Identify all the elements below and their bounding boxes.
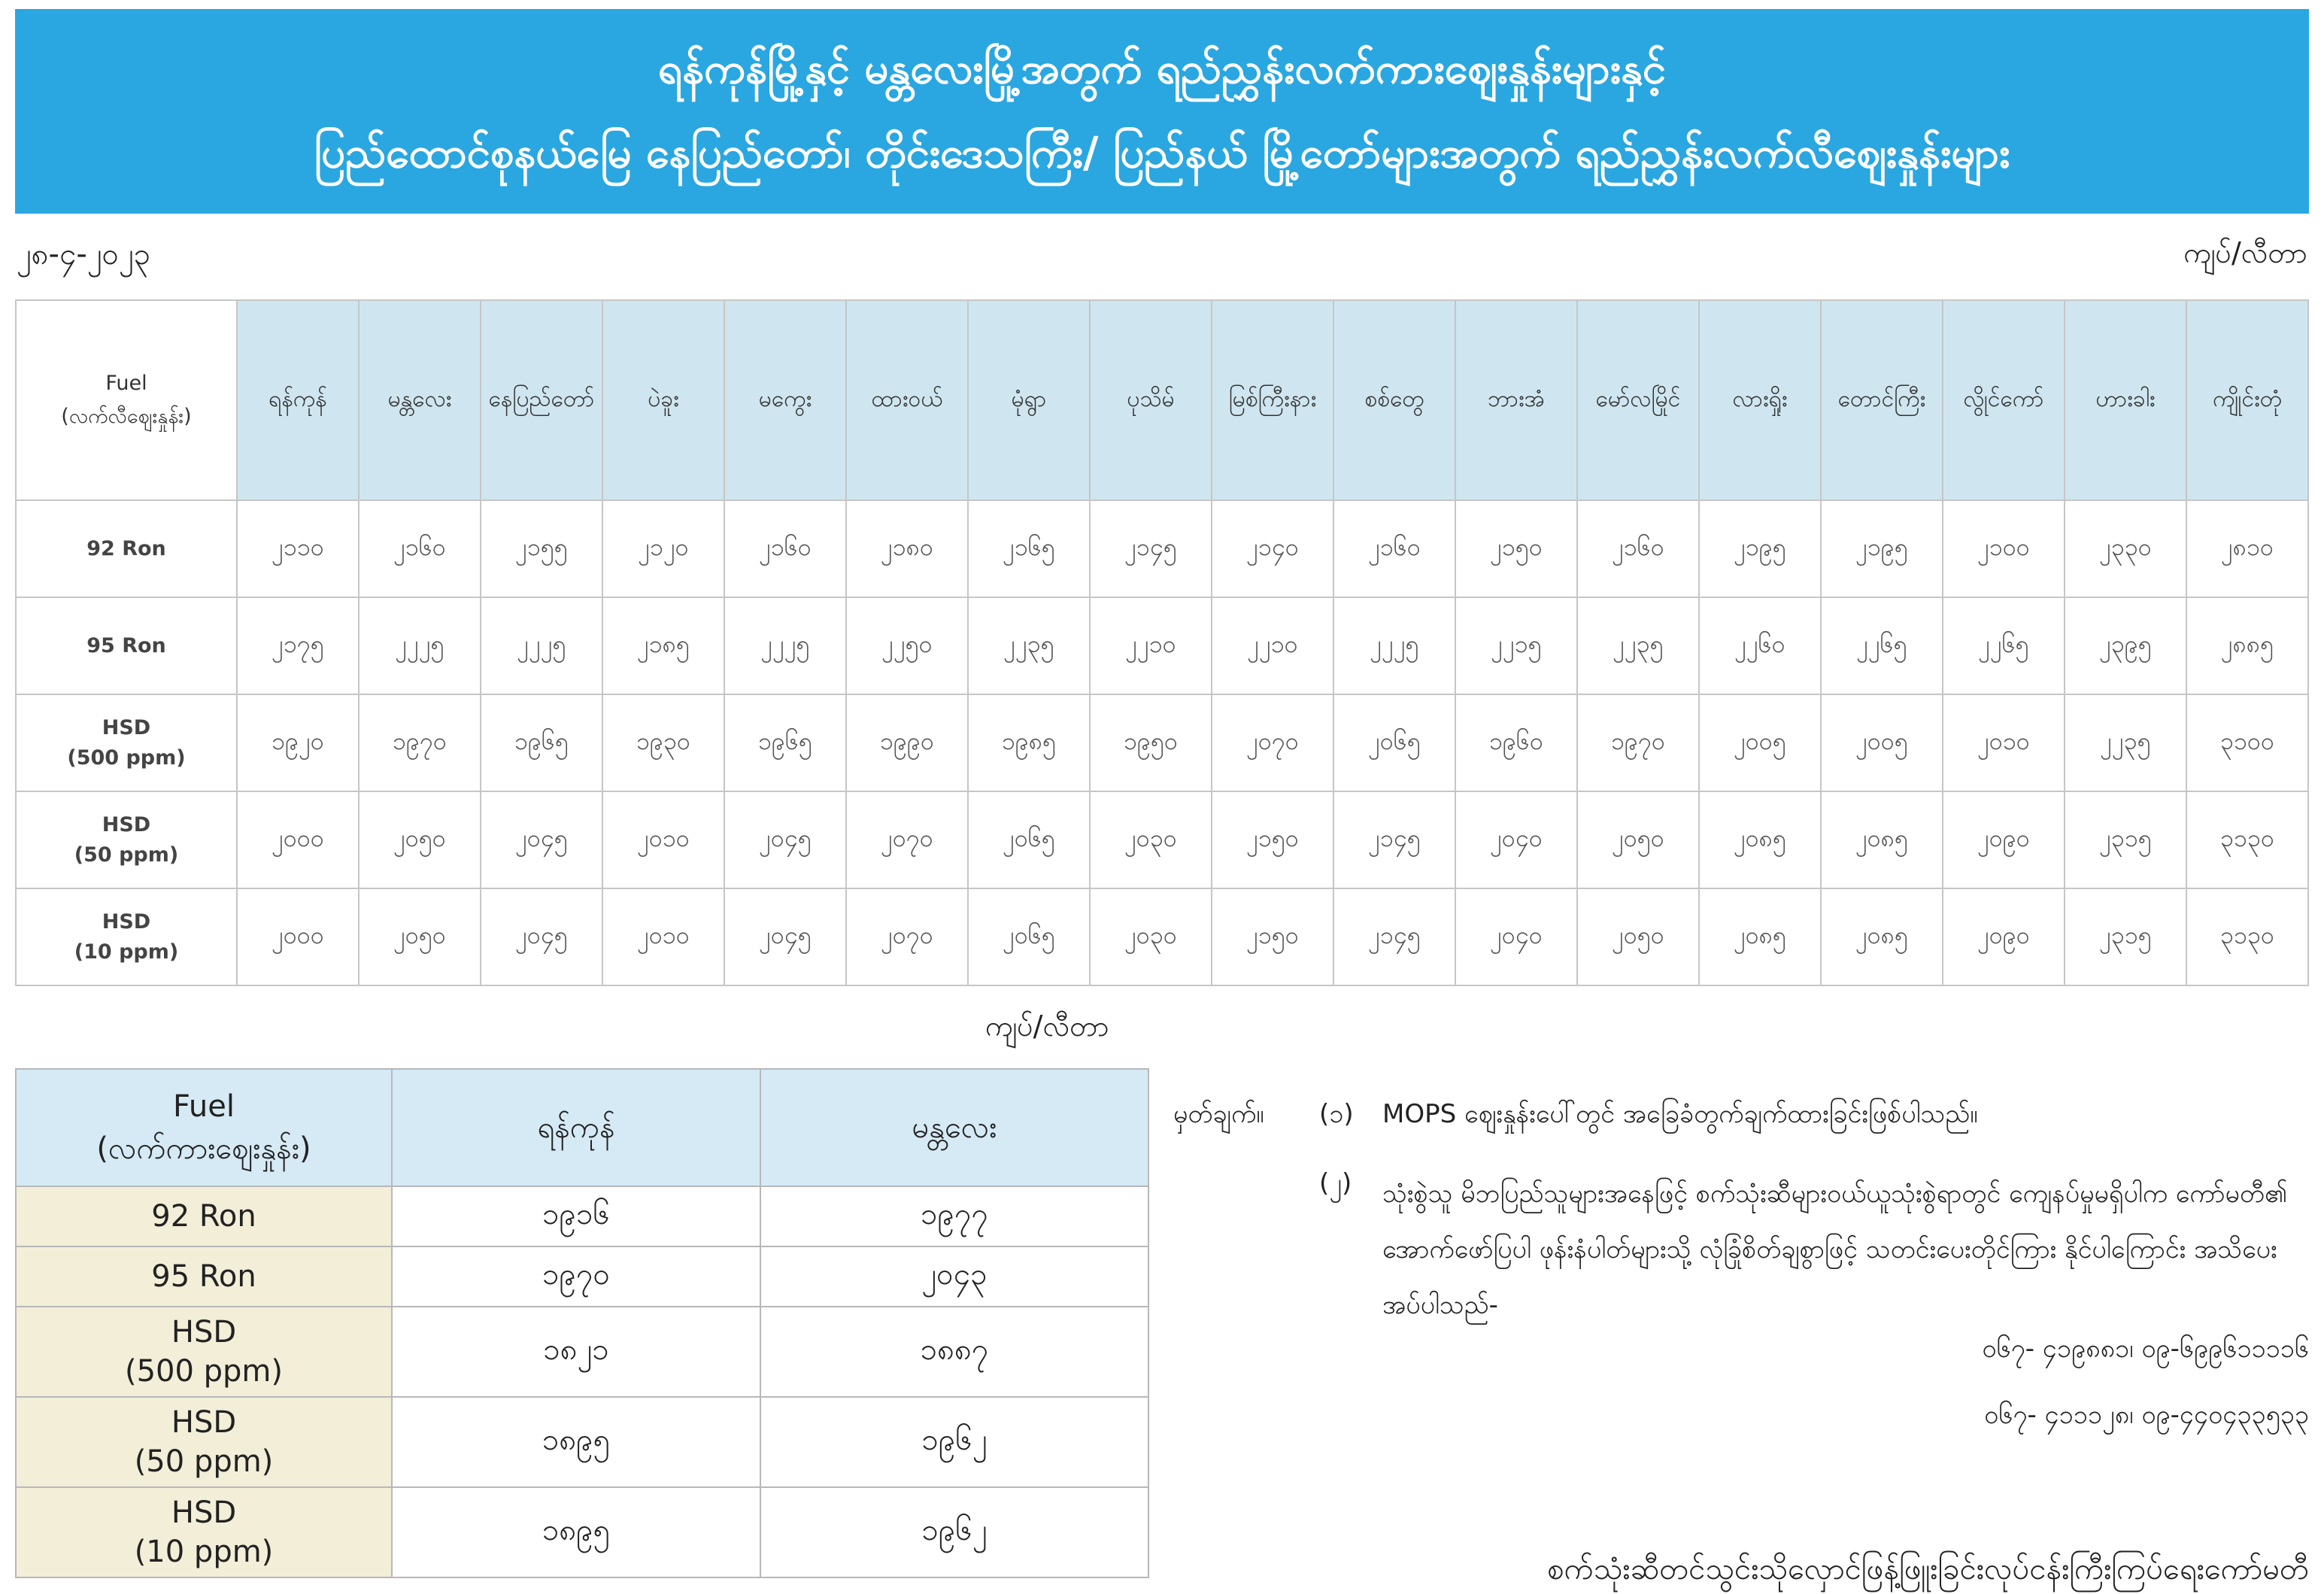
retail-price-cell: ၂၀၁၀ [1943, 694, 2065, 791]
retail-price-cell: ၂၂၁၅ [1455, 597, 1577, 694]
retail-price-cell: ၂၂၂၅ [1333, 597, 1455, 694]
retail-price-cell: ၂၁၆၀ [724, 500, 846, 597]
retail-price-cell: ၂၁၄၅ [1090, 500, 1212, 597]
retail-fuel-label-line1: HSD [102, 715, 151, 739]
retail-price-cell: ၂၁၁၀ [237, 500, 359, 597]
retail-price-cell: ၂၀၄၅ [481, 791, 602, 888]
retail-price-cell: ၂၀၄၀ [1455, 888, 1577, 985]
retail-fuel-label-line2: (50 ppm) [74, 843, 179, 867]
retail-price-cell: ၁၉၆၀ [1455, 694, 1577, 791]
wholesale-price-mandalay: ၂၀၄၃ [760, 1246, 1148, 1307]
retail-fuel-label [16, 597, 237, 694]
retail-price-cell: ၂၀၈၅ [1699, 791, 1821, 888]
retail-fuel-label-line2: (10 ppm) [74, 940, 179, 964]
title-line-1: ရန်ကုန်မြို့နှင့် မန္တလေးမြို့အတွက် ရည်ညွှန်းလက်ကားဈေးနှုန်းများနှင့် [657, 44, 1666, 93]
retail-price-cell: ၂၂၃၅ [2065, 694, 2186, 791]
wholesale-fuel-label-line2: (50 ppm) [134, 1444, 274, 1479]
retail-price-cell: ၁၉၆၅ [724, 694, 846, 791]
retail-price-cell: ၂၀၉၀ [1943, 888, 2065, 985]
retail-city-header: ရန်ကုန် [237, 300, 359, 500]
retail-price-table [15, 299, 2309, 986]
retail-city-header: မြစ်ကြီးနား [1212, 300, 1333, 500]
wholesale-price-yangon: ၁၈၂၁ [392, 1307, 760, 1397]
retail-city-header: မုံရွာ [968, 300, 1090, 500]
retail-price-cell: ၂၀၅၀ [359, 791, 481, 888]
wholesale-table-row [16, 1397, 1148, 1487]
retail-price-cell: ၂၀၉၀ [1943, 791, 2065, 888]
retail-city-header: လွိုင်ကော် [1943, 300, 2065, 500]
wholesale-table-row [16, 1186, 1148, 1246]
retail-price-cell: ၂၁၂၀ [602, 500, 724, 597]
retail-price-cell: ၂၁၆၀ [1577, 500, 1699, 597]
retail-fuel-label-line1: HSD [102, 812, 151, 836]
retail-city-header: စစ်တွေ [1333, 300, 1455, 500]
retail-price-cell: ၂၂၆၅ [1943, 597, 2065, 694]
retail-city-header: လားရှိုး [1699, 300, 1821, 500]
retail-price-cell: ၂၂၂၅ [724, 597, 846, 694]
wholesale-fuel-label-line1: HSD [171, 1315, 237, 1350]
retail-price-cell: ၃၁၀၀ [2186, 694, 2308, 791]
retail-price-cell: ၂၀၄၅ [724, 888, 846, 985]
retail-price-cell: ၂၂၂၅ [359, 597, 481, 694]
note-1-number: (၁) [1319, 1099, 1354, 1129]
retail-price-cell: ၂၈၈၅ [2186, 597, 2308, 694]
retail-city-header: ပုသိမ် [1090, 300, 1212, 500]
committee-name: စက်သုံးဆီတင်သွင်းသိုလှောင်ဖြန့်ဖြူးခြင်းလုပ်ငန်းကြီးကြပ်ရေးကော်မတီ [1547, 1552, 2309, 1586]
date-label: ၂၈-၄-၂၀၂၃ [17, 237, 151, 272]
retail-price-cell: ၂၁၆၅ [968, 500, 1090, 597]
title-line-2: ပြည်ထောင်စုနယ်မြေ နေပြည်တော်၊ တိုင်းဒေသကြီး/ ပြည်နယ် မြို့တော်များအတွက် ရည်ညွှန်းလက်လီဈေးနှုန်းများ [314, 129, 2010, 178]
retail-table-row [16, 791, 2308, 888]
retail-price-cell: ၂၀၇၀ [846, 888, 968, 985]
retail-city-header: နေပြည်တော် [481, 300, 602, 500]
retail-fuel-label-line2: (500 ppm) [67, 745, 186, 770]
retail-table-row [16, 694, 2308, 791]
retail-price-cell: ၂၂၃၅ [968, 597, 1090, 694]
retail-city-header: မော်လမြိုင် [1577, 300, 1699, 500]
retail-price-cell: ၂၂၆၀ [1699, 597, 1821, 694]
phone-numbers-2: ၀၆၇- ၄၁၁၁၂၈၊ ၀၉-၄၄၀၄၃၃၅၃၃ [1984, 1400, 2309, 1430]
retail-price-cell: ၂၁၄၅ [1333, 791, 1455, 888]
wholesale-fuel-header [16, 1069, 392, 1186]
wholesale-price-table [15, 1068, 1149, 1578]
retail-city-header: မန္တလေး [359, 300, 481, 500]
retail-price-cell: ၂၁၄၅ [1333, 888, 1455, 985]
retail-fuel-label-line1: 92 Ron [86, 536, 166, 560]
retail-price-cell: ၂၀၀၀ [237, 888, 359, 985]
retail-price-cell: ၂၀၀၅ [1821, 694, 1943, 791]
wholesale-header-row [16, 1069, 1148, 1186]
retail-fuel-label-line1: HSD [102, 909, 151, 934]
retail-price-cell: ၂၃၁၅ [2065, 791, 2186, 888]
wholesale-price-mandalay: ၁၉၆၂ [760, 1397, 1148, 1487]
retail-price-cell: ၂၀၇၀ [846, 791, 968, 888]
retail-table-body [16, 500, 2308, 985]
retail-price-cell: ၂၂၁၀ [1090, 597, 1212, 694]
retail-fuel-header-line2: (လက်လီဈေးနှုန်း) [61, 405, 192, 428]
wholesale-fuel-label [16, 1397, 392, 1487]
wholesale-price-yangon: ၁၉၁၆ [392, 1186, 760, 1246]
retail-price-cell: ၁၉၈၅ [968, 694, 1090, 791]
wholesale-fuel-label [16, 1186, 392, 1246]
wholesale-price-mandalay: ၁၉၆၂ [760, 1487, 1148, 1577]
note-1-text: MOPS ဈေးနှုန်းပေါ်တွင် အခြေခံတွက်ချက်ထားခြင်းဖြစ်ပါသည်။ [1382, 1099, 1978, 1129]
retail-price-cell: ၂၀၆၅ [1333, 694, 1455, 791]
retail-price-cell: ၁၉၅၀ [1090, 694, 1212, 791]
retail-price-cell: ၂၁၅၅ [481, 500, 602, 597]
retail-city-header: ကျိုင်းတုံ [2186, 300, 2308, 500]
wholesale-fuel-header-line1: Fuel [173, 1089, 235, 1124]
retail-price-cell: ၂၁၄၀ [1212, 500, 1333, 597]
retail-price-cell: ၂၁၅၀ [1455, 500, 1577, 597]
retail-price-cell: ၂၃၉၅ [2065, 597, 2186, 694]
retail-price-cell: ၂၀၅၀ [359, 888, 481, 985]
retail-city-header: မကွေး [724, 300, 846, 500]
retail-price-cell: ၂၀၃၀ [1090, 888, 1212, 985]
retail-price-cell: ၂၂၃၅ [1577, 597, 1699, 694]
title-banner [15, 9, 2309, 214]
wholesale-col-mandalay: မန္တလေး [760, 1069, 1148, 1186]
phone-numbers-1: ၀၆၇- ၄၁၉၈၈၁၊ ၀၉-၆၉၉၆၁၁၁၁၆ [1982, 1334, 2309, 1364]
retail-price-cell: ၂၀၃၀ [1090, 791, 1212, 888]
retail-table-row [16, 597, 2308, 694]
retail-price-cell: ၂၀၈၅ [1699, 888, 1821, 985]
retail-city-header: ထားဝယ် [846, 300, 968, 500]
retail-price-cell: ၂၁၀၀ [1943, 500, 2065, 597]
retail-price-cell: ၂၁၈၅ [602, 597, 724, 694]
unit-label-top: ကျပ်/လီတာ [2183, 236, 2307, 269]
retail-price-cell: ၂၀၄၅ [481, 888, 602, 985]
notes-intro: မှတ်ချက်။ [1173, 1099, 1264, 1129]
retail-city-header: ဘားအံ [1455, 300, 1577, 500]
wholesale-price-yangon: ၁၈၉၅ [392, 1487, 760, 1577]
retail-price-cell: ၂၁၆၀ [1333, 500, 1455, 597]
retail-price-cell: ၃၁၃၀ [2186, 888, 2308, 985]
retail-price-cell: ၃၁၃၀ [2186, 791, 2308, 888]
retail-price-cell: ၁၉၇၀ [1577, 694, 1699, 791]
wholesale-table-row [16, 1307, 1148, 1397]
retail-fuel-label [16, 500, 237, 597]
retail-price-cell: ၂၀၁၀ [602, 791, 724, 888]
retail-price-cell: ၁၉၃၀ [602, 694, 724, 791]
wholesale-fuel-label-line1: HSD [171, 1495, 237, 1530]
retail-table-row [16, 888, 2308, 985]
wholesale-price-yangon: ၁၉၇၀ [392, 1246, 760, 1307]
retail-fuel-label [16, 791, 237, 888]
retail-price-cell: ၂၀၇၀ [1212, 694, 1333, 791]
wholesale-table-body [16, 1186, 1148, 1577]
retail-price-cell: ၂၂၁၀ [1212, 597, 1333, 694]
retail-price-cell: ၂၁၉၅ [1699, 500, 1821, 597]
retail-price-cell: ၂၁၈၀ [846, 500, 968, 597]
retail-price-cell: ၂၀၀၅ [1699, 694, 1821, 791]
retail-price-cell: ၂၀၁၀ [602, 888, 724, 985]
retail-price-cell: ၂၀၄၅ [724, 791, 846, 888]
retail-price-cell: ၂၀၀၀ [237, 791, 359, 888]
retail-price-cell: ၂၁၅၀ [1212, 791, 1333, 888]
retail-fuel-header [16, 300, 237, 500]
wholesale-col-yangon: ရန်ကုန် [392, 1069, 760, 1186]
retail-price-cell: ၂၁၆၀ [359, 500, 481, 597]
retail-fuel-header-line1: Fuel [105, 372, 147, 395]
retail-fuel-label-line1: 95 Ron [86, 633, 166, 657]
retail-price-cell: ၂၂၆၅ [1821, 597, 1943, 694]
retail-price-cell: ၂၁၇၅ [237, 597, 359, 694]
retail-header-row [16, 300, 2308, 500]
retail-city-header: တောင်ကြီး [1821, 300, 1943, 500]
retail-fuel-label [16, 888, 237, 985]
retail-fuel-label [16, 694, 237, 791]
retail-price-cell: ၂၈၁၀ [2186, 500, 2308, 597]
retail-city-header: ဟားခါး [2065, 300, 2186, 500]
wholesale-fuel-label-line2: (10 ppm) [134, 1535, 274, 1569]
retail-price-cell: ၂၂၂၅ [481, 597, 602, 694]
note-2-number: (၂) [1319, 1168, 1352, 1198]
retail-price-cell: ၁၉၂၀ [237, 694, 359, 791]
wholesale-price-yangon: ၁၈၉၅ [392, 1397, 760, 1487]
wholesale-table-row [16, 1246, 1148, 1307]
retail-price-cell: ၂၃၁၅ [2065, 888, 2186, 985]
retail-price-cell: ၂၀၄၀ [1455, 791, 1577, 888]
retail-price-cell: ၂၂၅၀ [846, 597, 968, 694]
retail-price-cell: ၂၀၅၀ [1577, 791, 1699, 888]
retail-price-cell: ၂၀၆၅ [968, 791, 1090, 888]
retail-price-cell: ၁၉၉၀ [846, 694, 968, 791]
retail-price-cell: ၂၁၅၀ [1212, 888, 1333, 985]
wholesale-fuel-label-line1: 95 Ron [151, 1259, 256, 1294]
wholesale-price-mandalay: ၁၈၈၇ [760, 1307, 1148, 1397]
wholesale-fuel-label [16, 1487, 392, 1577]
retail-price-cell: ၂၀၈၅ [1821, 888, 1943, 985]
retail-price-cell: ၂၀၈၅ [1821, 791, 1943, 888]
wholesale-fuel-label-line1: HSD [171, 1405, 237, 1440]
wholesale-fuel-label [16, 1307, 392, 1397]
retail-price-cell: ၂၀၆၅ [968, 888, 1090, 985]
retail-city-header: ပဲခူး [602, 300, 724, 500]
wholesale-fuel-header-line2: (လက်ကားဈေးနှုန်း) [96, 1131, 311, 1166]
unit-label-wholesale: ကျပ်/လီတာ [985, 1010, 1109, 1043]
wholesale-table-row [16, 1487, 1148, 1577]
retail-price-cell: ၁၉၆၅ [481, 694, 602, 791]
wholesale-fuel-label [16, 1246, 392, 1307]
note-2-text: သုံးစွဲသူ မိဘပြည်သူများအနေဖြင့် စက်သုံးဆီများဝယ်ယူသုံးစွဲရာတွင် ကျေနပ်မှုမရှိပါက ကော်မတီ၏ အောက်ဖော်ပြပါ ဖုန်းနံပါတ်များသို့ လုံခြုံစိတ်ချစွာဖြင့် သတင်းပေးတိုင်ကြား နိုင်ပါကြောင်း အသိပေးအပ်ပါသည်- [1382, 1179, 2288, 1320]
wholesale-fuel-label-line1: 92 Ron [151, 1199, 256, 1234]
retail-table-row [16, 500, 2308, 597]
wholesale-price-mandalay: ၁၉၇၇ [760, 1186, 1148, 1246]
retail-price-cell: ၂၀၅၀ [1577, 888, 1699, 985]
wholesale-fuel-label-line2: (500 ppm) [124, 1354, 284, 1389]
retail-price-cell: ၂၃၃၀ [2065, 500, 2186, 597]
retail-price-cell: ၁၉၇၀ [359, 694, 481, 791]
retail-price-cell: ၂၁၉၅ [1821, 500, 1943, 597]
